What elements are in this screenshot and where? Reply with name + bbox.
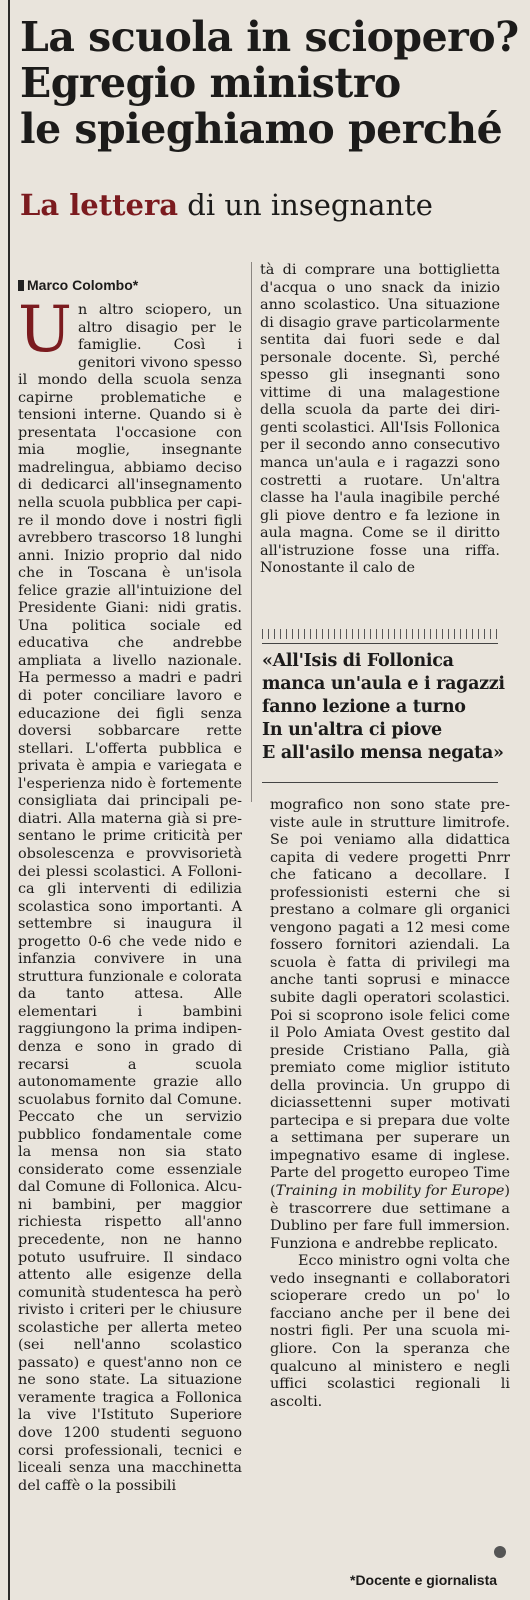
subtitle bbox=[20, 188, 433, 222]
pullquote-top-rule bbox=[262, 643, 498, 644]
pullquote-line-4: In un'altra ci piove bbox=[262, 720, 442, 740]
left-column-rule bbox=[8, 0, 10, 1600]
column-3-paragraph-2: Ecco ministro ogni volta che vedo insegnanti e collaboratori scioperare credo un po' lo facciano anche per il bene dei nostri figli. Per una scuola migliore. Con la speranza che qualcuno al ministero e negli uffici scolastici regionali li ascolti. bbox=[270, 1253, 510, 1410]
article-column-1 bbox=[18, 293, 242, 1495]
headline-line-3: le spieghiamo perché bbox=[20, 105, 503, 153]
column-3-paragraph-1 bbox=[270, 797, 510, 1253]
article-column-3 bbox=[270, 797, 510, 1411]
pullquote-decorative-ticks bbox=[262, 629, 498, 639]
headline bbox=[20, 13, 519, 153]
author-name: Marco Colombo* bbox=[27, 277, 139, 293]
column-1-text: n altro sciopero, un altro disagio per le famiglie. Così i genitori vivono spesso il mondo della scuola senza capirne problematiche e tensioni interne. Quando si è presentata l'occasione con mia moglie, insegnante madrelingua, abbiamo deciso di dedicarci all'insegnamento nella scuola pubblica per capire il mondo dove i nostri figli avrebbero trascorso 18 lunghi anni. Inizio proprio dal nido che in Toscana è un'isola felice grazie all'intuizione del Presidente Giani: nidi gratis. Una politica sociale ed educativa che andrebbe ampliata a livello nazionale. Ha permesso a madri e padri di poter conciliare lavoro e educazione dei figli senza doversi sobbarcare rette stellari. L'offerta pubblica e privata è ampia e variegata e l'esperienza nido è fortemente consigliata dai principali pediatri. Alla materna già si presentano le prime criticità per obsolescenza e provvisorietà dei plessi scolastici. A Follonica gli interventi di edilizia scolastica sono importanti. A settembre si inaugura il progetto 0-6 che vede nido e infanzia convivere in una struttura funzionale e colorata da tanto attesa. Alle elementari i bambini raggiungono la prima indipendenza e sono in grado di recarsi a scuola autonomamente grazie allo scuolabus fornito dal Comune. Peccato che un servizio pubblico fondamentale come la mensa non sia stato considerato come essenziale dal Comune di Follonica. Alcuni bambini, per maggior richiesta rispetto all'anno precedente, non ne hanno potuto usufruire. Il sindaco attento alle esigenze della comunità studentesca ha però rivisto i criteri per le chiusure scolastiche per allerta meteo (sei nell'anno scolastico passato) e quest'anno non ce ne sono state. La situazione veramente tragica a Follonica la vive l'Istituto Superiore dove 1200 studenti seguono corsi professionali, tecnici e liceali senza una macchinetta del caffè o la possibili bbox=[18, 302, 242, 1494]
drop-cap: U bbox=[18, 293, 72, 367]
project-name-italic: Training in mobility for Europe bbox=[275, 1183, 505, 1200]
pullquote-line-1: «All'Isis di Follonica bbox=[262, 651, 454, 671]
pullquote-line-3: fanno lezione a turno bbox=[262, 697, 466, 717]
subtitle-rest: di un insegnante bbox=[178, 188, 433, 222]
pull-quote bbox=[262, 650, 505, 765]
pullquote-line-2: manca un'aula e i ragazzi bbox=[262, 674, 505, 694]
headline-line-2: Egregio ministro bbox=[20, 59, 401, 107]
column-3-text-a: mografico non sono state previste aule in strutture limitrofe. Se poi veniamo alla didattica capita di vedere progetti Pnrr che faticano a decollare. I professionisti esterni che si prestano a colmare gli organici vengono pagati a 12 mesi come fossero fornitori aziendali. La scuola è fatta di privilegi ma anche tanti soprusi e minacce subite dagli operatori scolastici. Poi si scoprono isole felici come il Polo Amiata Ovest gestito dal preside Cristiano Palla, già premiato come miglior istituto della provincia. Un gruppo di diciassettenni super motivati partecipa e si prepara due volte a settimana per superare un impegnativo esame di inglese. Parte del progetto europeo Time ( bbox=[270, 797, 510, 1200]
article-column-2 bbox=[260, 262, 500, 578]
end-mark-icon bbox=[494, 1546, 506, 1558]
pullquote-bottom-rule bbox=[262, 782, 498, 783]
column-2-text: tà di comprare una bottiglietta d'acqua o uno snack da inizio anno scolastico. Una situazione di disagio grave particolarmente sentita dai fuori sede e dal personale docente. Sì, perché spesso gli insegnanti sono vittime di una malagestione della scuola da parte dei dirigenti scolastici. All'Isis Follonica per il secondo anno consecutivo manca un'aula e i ragazzi sono costretti a ruotare. Un'altra classe ha l'aula inagibile perché gli piove dentro e fa lezione in aula magna. Come se il diritto all'istruzione fosse una riffa. Nonostante il calo de bbox=[260, 262, 500, 577]
column-divider bbox=[251, 262, 252, 802]
headline-line-1: La scuola in sciopero? bbox=[20, 13, 519, 61]
subtitle-emphasis: La lettera bbox=[20, 188, 179, 222]
byline-marker-icon bbox=[18, 280, 24, 291]
author-footnote: *Docente e giornalista bbox=[350, 1572, 498, 1588]
pullquote-line-5: E all'asilo mensa negata» bbox=[262, 743, 504, 763]
column-3-text-b: ) è trascorrere due settimane a Dublino per fare full immersion. Funziona e andrebbe replicato. bbox=[270, 1183, 510, 1252]
opening-paragraph bbox=[18, 293, 242, 1495]
byline bbox=[18, 277, 138, 293]
